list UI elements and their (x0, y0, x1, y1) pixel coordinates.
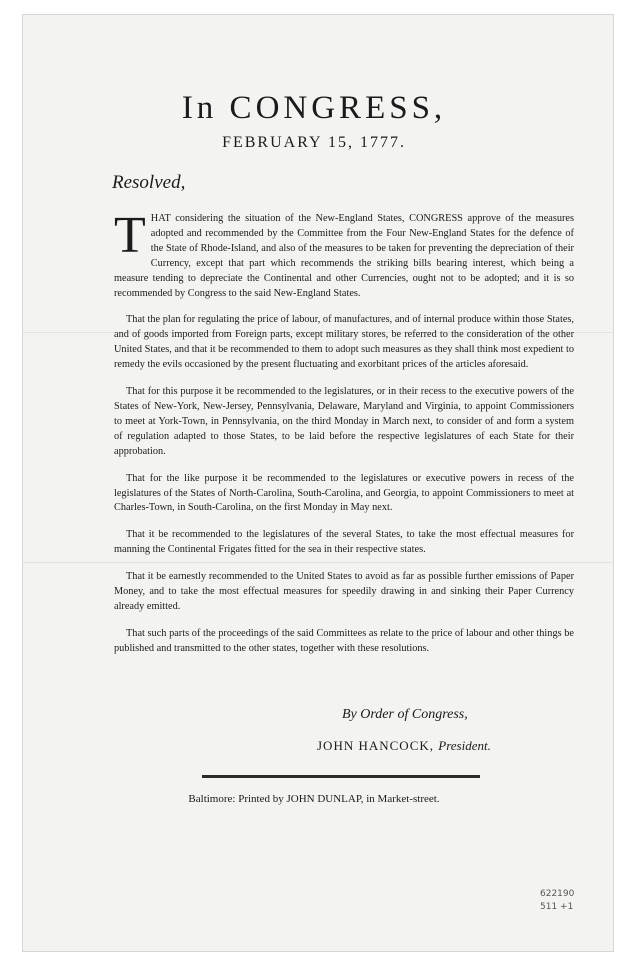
signer-name: JOHN HANCOCK, (317, 738, 435, 753)
resolved-label: Resolved, (112, 172, 186, 193)
catalog-annotation (540, 888, 574, 914)
resolution-paragraph: That for the like purpose it be recommended to the legislatures or executive powers in recess of the legislatures of the States of North-Carolina, South-Carolina, and Georgia, to appoint Commissioners to meet at Charles-Town, in South-Carolina, on the first Monday in May next. (114, 472, 574, 514)
printer-imprint: Baltimore: Printed by JOHN DUNLAP, in Market-street. (188, 793, 440, 805)
order-line: By Order of Congress, (342, 707, 468, 722)
document-date: FEBRUARY 15, 1777. (222, 134, 406, 151)
resolutions-body (114, 207, 574, 669)
drop-cap: T (114, 207, 146, 264)
resolution-paragraph: That the plan for regulating the price of labour, of manufactures, and of internal produce within those States, and of goods imported from Foreign parts, except military stores, be referred to the consideration of the other United States, and that it be recommended to them to adopt such measures as they shall think most expedient to remedy the evils occasioned by the present fluctuating and exorbitant prices of the articles aforesaid. (114, 314, 574, 371)
annotation-line: 622190 (540, 889, 575, 899)
resolution-paragraph: THAT considering the situation of the New-England States, CONGRESS approve of the measures adopted and recommended by the Committee from the Four New-England States for the defence of the State of Rhode-Island, and also of the measures to be taken for preventing the depreciation of their Currency, except that part which recommends the striking bills bearing interest, which being a measure tending to depreciate the Continental and other Currencies, ought not to be adopted; and it is so recommended by Congress to the said New-England States. (114, 207, 574, 299)
horizontal-rule (202, 775, 480, 778)
document-heading: In CONGRESS, (181, 90, 447, 126)
resolution-paragraph: That for this purpose it be recommended to the legislatures, or in their recess to the executive powers of the States of New-York, New-Jersey, Pennsylvania, Delaware, Maryland and Virginia, to appoint Commissioners to meet at York-Town, in Pennsylvania, on the third Monday in March next, to consider of and form a system of regulation adapted to those States, to be laid before the respective legislatures of each State for their approbation. (114, 386, 574, 457)
resolution-paragraph: That it be earnestly recommended to the United States to avoid as far as possible further emissions of Paper Money, and to take the most effectual measures for speedily drawing in and sinking their Paper Currency already emitted. (114, 571, 574, 612)
resolution-paragraph: That such parts of the proceedings of the said Committees as relate to the price of labour and other things be published and transmitted to the other states, together with these resolutions. (114, 627, 574, 654)
annotation-line: 511 +1 (540, 902, 574, 912)
signature-block (317, 738, 491, 754)
signer-title: President. (438, 738, 491, 753)
resolution-paragraph: That it be recommended to the legislatures of the several States, to take the most effectual measures for manning the Continental Frigates fitted for the sea in their respective states. (114, 529, 574, 556)
